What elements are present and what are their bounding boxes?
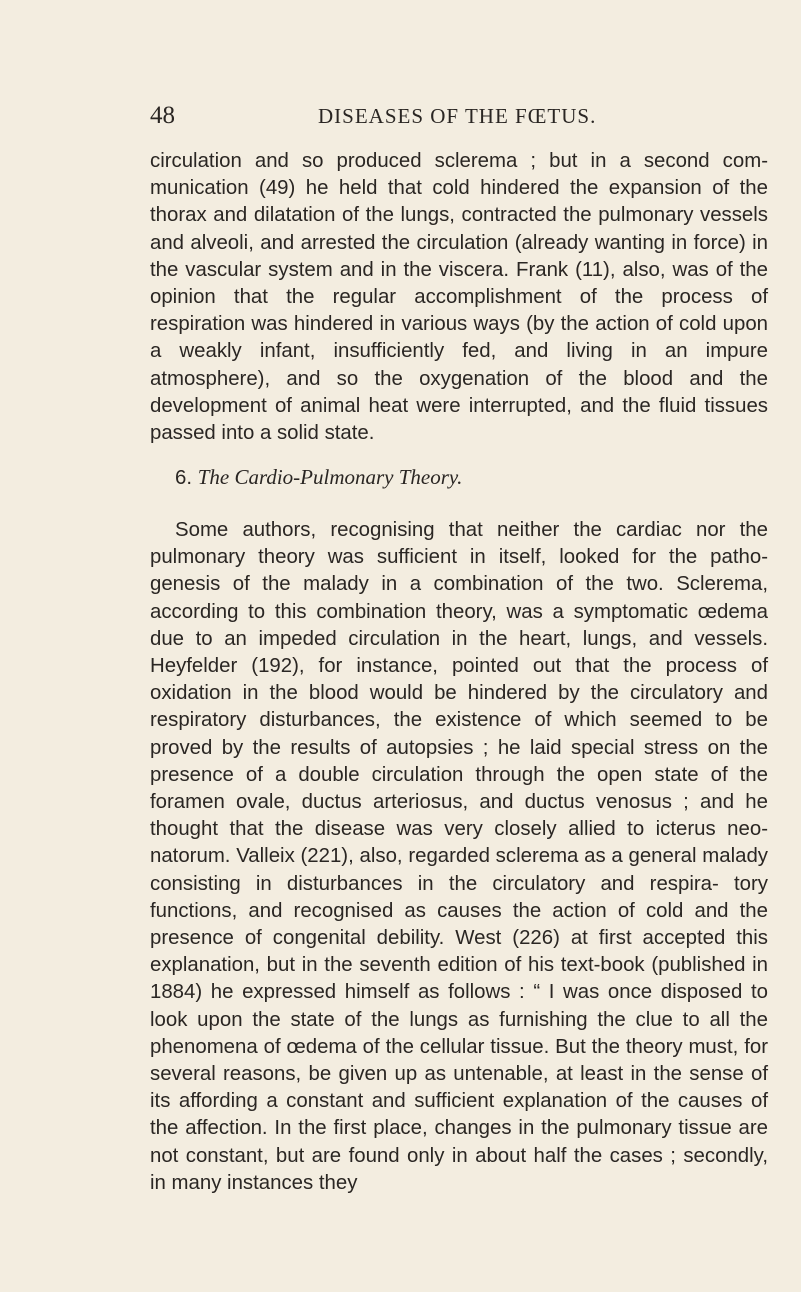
page-number: 48 xyxy=(150,102,175,129)
page-header xyxy=(0,98,801,134)
section-heading xyxy=(150,464,768,492)
section-number: 6. xyxy=(175,467,193,489)
paragraph-1-text: circulation and so produced sclerema ; but in a second com- munication (49) he held that cold hindered the expansion of the thorax and dilatation of the lungs, contracted the pulmonary vessels and alveoli, and arrested the circulation (already wanting in force) in the vascular system and in the viscera. Frank (11), also, was of the opinion that the regular accomplishment of the process of respiration was hindered in various ways (by the action of cold upon a weakly infant, insufficiently fed, and living in an impure atmosphere), and so the oxygenation of the blood and the development of animal heat were interrupted, and the fluid tissues passed into a solid state. xyxy=(150,150,768,445)
paragraph-2 xyxy=(150,517,768,1197)
paragraph-2-text: Some authors, recognising that neither the cardiac nor the pulmonary theory was sufficient in itself, looked for the patho- genesis of the malady in a combination of the two. Sclerema, according to this combination theory, was a symptomatic œdema due to an impeded circulation in the heart, lungs, and vessels. Heyfelder (192), for instance, pointed out that the process of oxidation in the blood would be hindered by the circulatory and respiratory disturbances, the existence of which seemed to be proved by the results of autopsies ; he laid special stress on the presence of a double circulation through the open state of the foramen ovale, ductus arteriosus, and ductus venosus ; and he thought that the disease was very closely allied to icterus neo- natorum. Valleix (221), also, regarded sclerema as a general malady consisting in disturbances in the circulatory and respira- tory functions, and recognised as causes the action of cold and the presence of congenital debility. West (226) at first accepted this explanation, but in the seventh edition of his text-book (published in 1884) he expressed himself as follows : “ I was once disposed to look upon the state of the lungs as furnishing the clue to all the phenomena of œdema of the cellular tissue. But the theory must, for several reasons, be given up as untenable, at least in the sense of its affording a constant and sufficient explanation of the causes of the affection. In the first place, changes in the pulmonary tissue are not constant, but are found only in about half the cases ; secondly, in many instances they xyxy=(150,519,768,1194)
section-title: The Cardio-Pulmonary Theory. xyxy=(197,465,463,489)
paragraph-1 xyxy=(150,148,768,447)
running-head: DISEASES OF THE FŒTUS. xyxy=(318,104,597,128)
